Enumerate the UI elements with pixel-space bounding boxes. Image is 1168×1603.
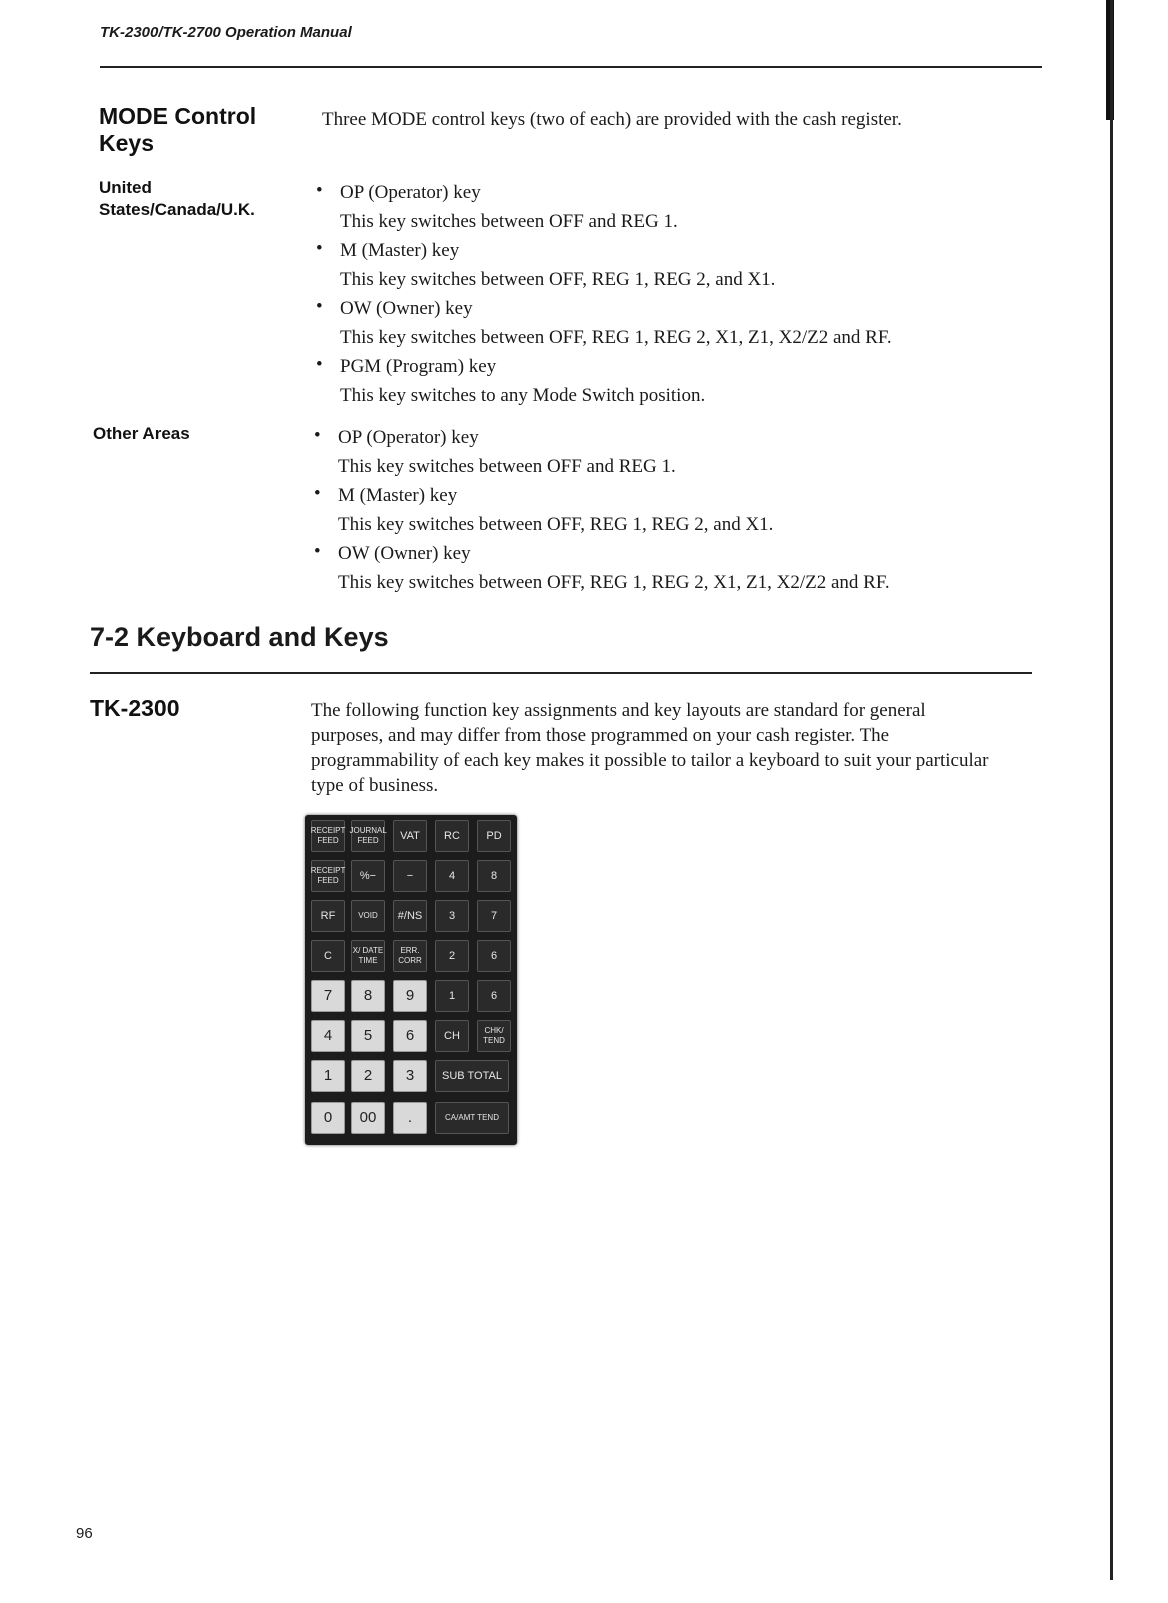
bullet: • [316, 296, 323, 317]
key-desc: This key switches between OFF, REG 1, REG 2, X1, Z1, X2/Z2 and RF. [338, 572, 890, 593]
bullet: • [314, 483, 321, 504]
dept-7-key: 7 [477, 900, 511, 932]
c-key: C [311, 940, 345, 972]
key-desc: This key switches between OFF, REG 1, REG 2, and X1. [340, 269, 776, 290]
sub-total-key: SUB TOTAL [435, 1060, 509, 1092]
list-item [316, 294, 1036, 352]
pd-key: PD [477, 820, 511, 852]
receipt-key: RECEIPT FEED [311, 860, 345, 892]
list-item [316, 236, 1036, 294]
num-4-key: 4 [311, 1020, 345, 1052]
num-2-key: 2 [351, 1060, 385, 1092]
key-title: OW (Owner) key [338, 543, 471, 564]
num-0-key: 0 [311, 1102, 345, 1134]
num-3-key: 3 [393, 1060, 427, 1092]
dept-5-key: 6 [477, 980, 511, 1012]
keyboard-layout-image [305, 815, 517, 1145]
rc-key: RC [435, 820, 469, 852]
x-date-time-key: X/ DATE TIME [351, 940, 385, 972]
key-title: OP (Operator) key [340, 182, 481, 203]
section-rule [90, 672, 1032, 674]
num-5-key: 5 [351, 1020, 385, 1052]
void-key: VOID [351, 900, 385, 932]
rf-key: RF [311, 900, 345, 932]
receipt-feed-key: RECEIPT FEED [311, 820, 345, 852]
key-desc: This key switches between OFF and REG 1. [340, 211, 678, 232]
key-title: OW (Owner) key [340, 298, 473, 319]
chk-tend-key: CHK/ TEND [477, 1020, 511, 1052]
key-title: M (Master) key [340, 240, 460, 261]
dept-4-key: 4 [435, 860, 469, 892]
ch-key: CH [435, 1020, 469, 1052]
err-corr-key: ERR. CORR [393, 940, 427, 972]
num-1-key: 1 [311, 1060, 345, 1092]
bullet: • [314, 541, 321, 562]
page-number: 96 [76, 1525, 93, 1542]
num-9-key: 9 [393, 980, 427, 1012]
key-desc: This key switches between OFF, REG 1, REG 2, and X1. [338, 514, 774, 535]
bullet: • [316, 354, 323, 375]
decimal-key: . [393, 1102, 427, 1134]
binding-edge-line [1110, 0, 1113, 1580]
ns-key: #/NS [393, 900, 427, 932]
num-8-key: 8 [351, 980, 385, 1012]
dept-8-key: 8 [477, 860, 511, 892]
model-label: TK-2300 [90, 695, 180, 721]
mode-control-intro: Three MODE control keys (two of each) are provided with the cash register. [322, 109, 902, 130]
list-item [314, 539, 1034, 597]
list-item [314, 423, 1034, 481]
list-item [314, 481, 1034, 539]
dept-3-key: 3 [435, 900, 469, 932]
list-item [316, 178, 1036, 236]
list-item [316, 352, 1036, 410]
percent-minus-key: %− [351, 860, 385, 892]
ca-amt-tend-key: CA/AMT TEND [435, 1102, 509, 1134]
num-6-key: 6 [393, 1020, 427, 1052]
key-title: PGM (Program) key [340, 356, 497, 377]
key-desc: This key switches to any Mode Switch position. [340, 385, 706, 406]
dept-6-key: 6 [477, 940, 511, 972]
vat-key: VAT [393, 820, 427, 852]
mode-key-list-other [314, 423, 1034, 597]
key-desc: This key switches between OFF, REG 1, REG 2, X1, Z1, X2/Z2 and RF. [340, 327, 892, 348]
dept-1-key: 1 [435, 980, 469, 1012]
num-7-key: 7 [311, 980, 345, 1012]
keyboard-paragraph: The following function key assignments and key layouts are standard for general purposes, and may differ from those programmed on your cash register. The programmability of each key makes it possible to tailor a keyboard to suit your particular type of business. [311, 700, 989, 796]
region-label-us-canada-uk: United States/Canada/U.K. [99, 178, 255, 219]
journal-feed-key: JOURNAL FEED [351, 820, 385, 852]
running-header: TK-2300/TK-2700 Operation Manual [100, 24, 352, 41]
bullet: • [316, 238, 323, 259]
section-heading: 7-2 Keyboard and Keys [90, 622, 389, 652]
key-title: M (Master) key [338, 485, 458, 506]
minus-key: − [393, 860, 427, 892]
dept-2-key: 2 [435, 940, 469, 972]
key-desc: This key switches between OFF and REG 1. [338, 456, 676, 477]
num-00-key: 00 [351, 1102, 385, 1134]
mode-key-list-us [316, 178, 1036, 410]
mode-control-heading: MODE Control Keys [99, 103, 257, 156]
bullet: • [316, 180, 323, 201]
key-title: OP (Operator) key [338, 427, 479, 448]
region-label-other-areas: Other Areas [93, 424, 190, 443]
bullet: • [314, 425, 321, 446]
header-rule [100, 66, 1042, 68]
